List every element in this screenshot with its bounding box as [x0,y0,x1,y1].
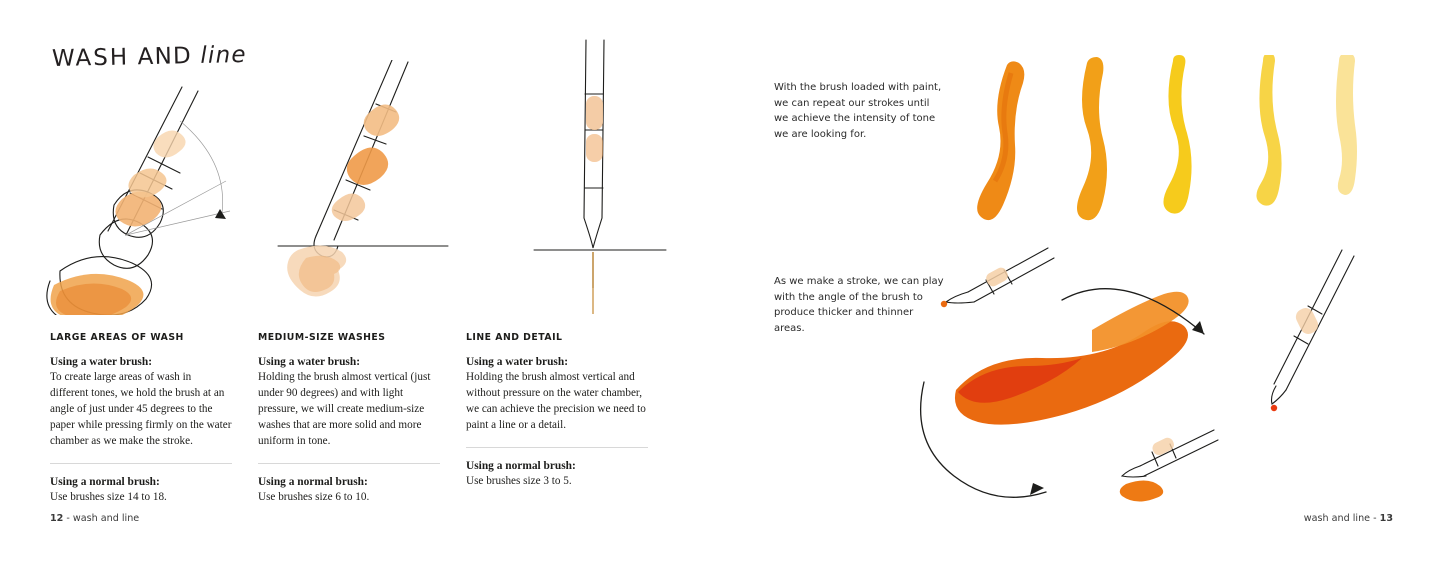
folio-label: wash and line - [1303,513,1377,524]
column-body-1: Holding the brush almost vertical (just under 90 degrees) and with light pressure, we will create medium-size washes that are more solid and more uniform in tone. [258,371,431,448]
divider [466,447,648,448]
illustration-medium-wash [272,60,452,310]
title-word-wash: WASH [51,44,130,73]
column-body-1: Holding the brush almost vertical and without pressure on the water chamber, we can achieve the precision we need to paint a line or a detail. [466,371,646,432]
divider [258,463,440,464]
folio-page-number: 12 [50,513,64,524]
column-body-2: Use brushes size 3 to 5. [466,475,572,488]
title-word-line: line [200,41,247,69]
right-page [722,0,1445,564]
folio-left [50,513,139,524]
column-large-areas-of-wash [50,332,232,505]
column-medium-size-washes [258,332,440,505]
illustration-medium-wash-svg [272,60,452,310]
angle-stroke-illustration [912,240,1422,530]
stroke-samples-svg [977,55,1397,225]
column-heading: MEDIUM-SIZE WASHES [258,332,386,343]
column-lead-1: Using a water brush: [258,356,360,368]
column-line-and-detail [466,332,648,505]
divider [50,463,232,464]
column-body-2: Use brushes size 14 to 18. [50,491,167,504]
illustration-line-detail-svg [530,38,670,318]
column-lead-1: Using a water brush: [50,356,152,368]
column-lead-2: Using a normal brush: [466,460,576,473]
illustration-large-wash [30,85,270,315]
folio-page-number: 13 [1379,513,1393,524]
folio-right [1304,513,1393,524]
column-lead-2: Using a normal brush: [50,476,160,489]
illustration-line-detail [530,38,670,318]
illustration-large-wash-svg [30,85,270,315]
page-title [52,42,247,72]
column-heading: LARGE AREAS OF WASH [50,332,184,343]
caption-repeat-strokes: With the brush loaded with paint, we can repeat our strokes until we achieve the intensity of tone we are looking for. [774,82,942,140]
column-body-2: Use brushes size 6 to 10. [258,491,370,504]
title-word-and: AND [137,43,193,71]
text-columns [50,332,680,505]
folio-label: - wash and line [66,513,140,524]
column-lead-2: Using a normal brush: [258,476,368,489]
column-body-1: To create large areas of wash in different tones, we hold the brush at an angle of just under 45 degrees to the paper while pressing firmly on the water chamber as we make the stroke. [50,371,232,448]
left-page [0,0,722,564]
stroke-samples [977,55,1397,225]
column-heading: LINE AND DETAIL [466,332,563,343]
angle-stroke-illustration-svg [912,240,1422,530]
caption-angle-of-brush: As we make a stroke, we can play with the angle of the brush to produce thicker and thinner areas. [774,276,944,334]
column-lead-1: Using a water brush: [466,356,568,368]
